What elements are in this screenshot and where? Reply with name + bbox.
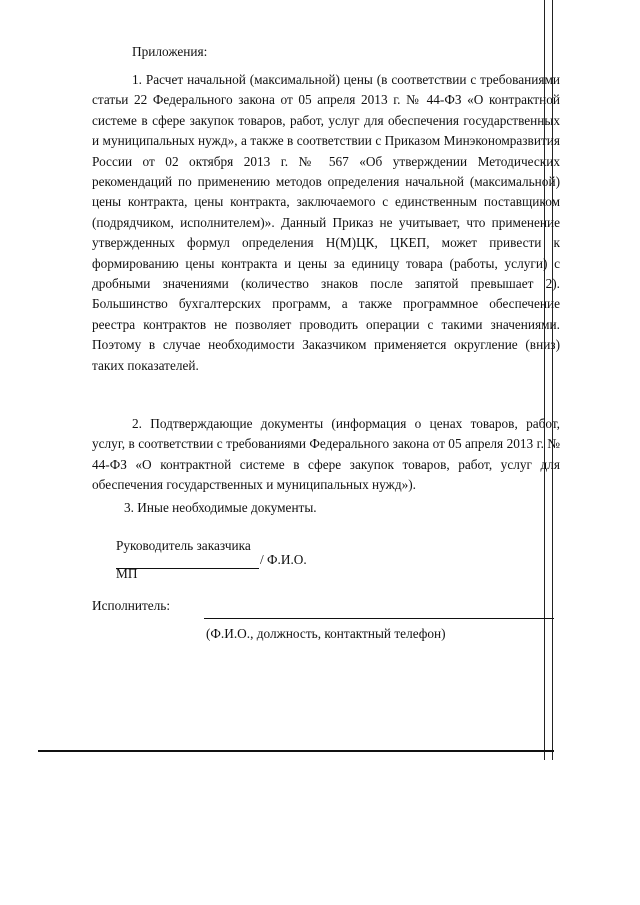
- executor-line: [204, 618, 554, 619]
- appendix-heading: Приложения:: [132, 44, 208, 59]
- appendix-item-1: [92, 70, 560, 376]
- signature-fio: / Ф.И.О.: [260, 552, 307, 567]
- page-bottom-rule: [38, 750, 554, 752]
- appendix-item-3: 3. Иные необходимые документы.: [124, 500, 317, 515]
- customer-head-label: Руководитель заказчика: [116, 538, 251, 553]
- appendix-item-2: [92, 414, 560, 496]
- stamp-place-label: МП: [116, 566, 138, 581]
- appendix-item-text: 1. Расчет начальной (максимальной) цены (в соответствии с требованиями статьи 22 Федерального закона от 05 апреля 2013 г. № 44-ФЗ «О контрактной системе в сфере закупок товаров, работ, услуг для обеспечения государственных и муниципальных нужд», а также в соответствии с Приказом Минэкономразвития России от 02 октября 2013 г. № 567 «Об утверждении Методических рекомендаций по применению методов определения начальной (максимальной) цены контракта, цены контракта, заключаемого с единственным поставщиком (подрядчиком, исполнителем)». Данный Приказ не учитывает, что применение утвержденных формул определения Н(М)ЦК, ЦКЕП, может привести к формированию цены контракта и цены за единицу товара (работы, услуги) с дробными значениями (количество знаков после запятой превышает 2). Большинство бухгалтерских программ, а также программное обеспечение реестра контрактов не позволяет проводить операции с такими значениями. Поэтому в случае необходимости Заказчиком применяется округление (вниз) таких показателей.: [92, 72, 560, 373]
- appendix-item-text: 2. Подтверждающие документы (информация о ценах товаров, работ, услуг, в соответствии с требованиями Федерального закона от 05 апреля 2013 г. № 44-ФЗ «О контрактной системе в сфере закупок товаров, работ, услуг для обеспечения государственных и муниципальных нужд»).: [92, 416, 560, 493]
- signature-line: [116, 568, 259, 569]
- executor-label: Исполнитель:: [92, 598, 171, 613]
- executor-hint: (Ф.И.О., должность, контактный телефон): [206, 626, 446, 641]
